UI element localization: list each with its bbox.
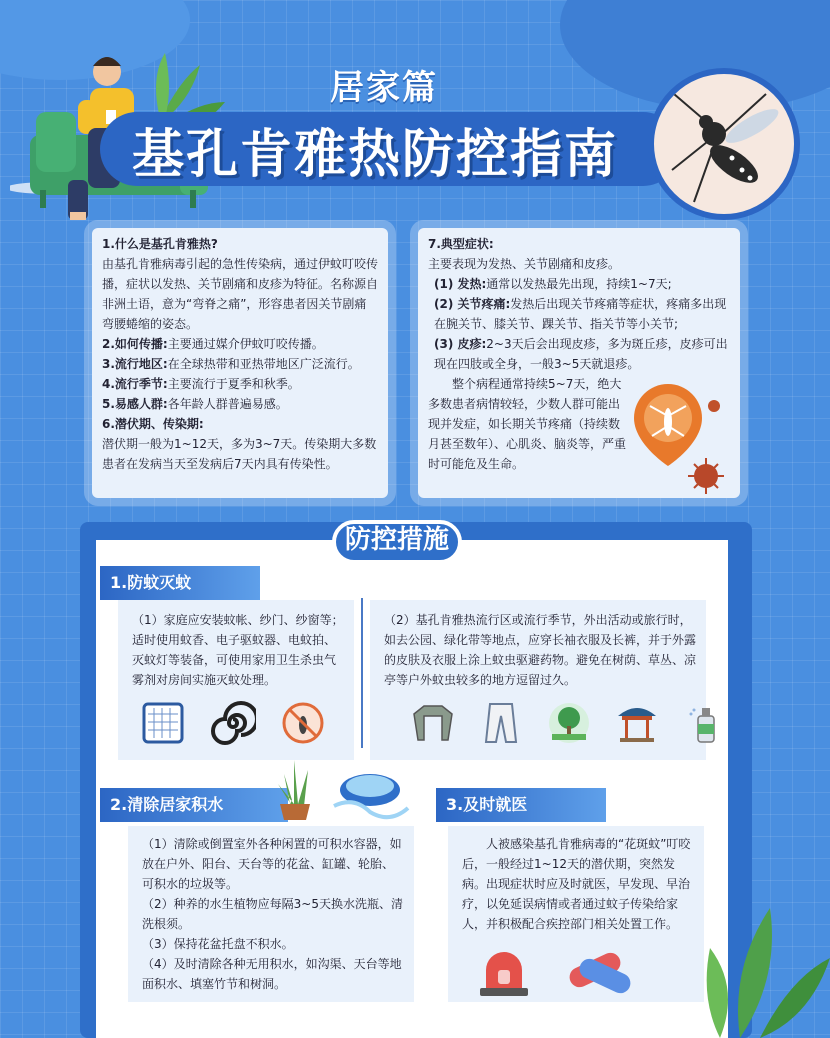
- question-6-heading: 6.潜伏期、传染期:: [102, 417, 204, 431]
- no-mosquito-icon: [280, 700, 326, 746]
- standing-water-item: （4）及时清除各种无用积水，如沟渠、天台等地面积水、填塞竹节和树洞。: [142, 957, 402, 991]
- symptom-joint-pain: (2) 关节疼痛:发热后出现关节疼痛等症状，疼痛多出现在腕关节、膝关节、踝关节、指关节等小关节;: [434, 297, 727, 331]
- symptoms-heading: 7.典型症状:: [428, 237, 494, 251]
- tree-icon: [546, 700, 592, 746]
- question-1-body: 由基孔肯雅病毒引起的急性传染病，通过伊蚊叮咬传播，症状以发热、关节剧痛和皮疹为特征。名称源自非洲土语，意为“弯脊之痛”，形容患者因关节剧痛弯腰蜷缩的姿态。: [102, 257, 379, 331]
- long-sleeve-shirt-icon: [410, 700, 456, 746]
- measures-title: 防控措施: [344, 525, 449, 555]
- page-title: 基孔肯雅热防控指南: [132, 125, 619, 185]
- symptom-rash: (3) 皮疹:2~3天后会出现皮疹，多为斑丘疹，皮疹可出现在四肢或全身，一般3~5天就退疹。: [434, 337, 728, 371]
- pills-icon: [566, 950, 633, 997]
- repellent-spray-icon: [682, 700, 728, 746]
- symptoms-outro: 整个病程通常持续5~7天，绝大多数患者病情较轻，少数人群可能出现并发症，如长期关节疼痛（持续数月甚至数年）、心肌炎、脑炎等，严重时可能危及生命。: [428, 377, 627, 471]
- mosquito-net-icon: [140, 700, 186, 746]
- mosquito-coil-icon: [210, 700, 256, 746]
- standing-water-item: （2）种养的水生植物应每隔3~5天换水洗瓶、清洗根须。: [142, 897, 403, 931]
- info-panel-left: [92, 228, 388, 498]
- standing-water-panel: [128, 826, 414, 1002]
- question-6-body: 潜伏期一般为1~12天，多为3~7天。传染期大多数患者在发病当天至发病后7天内具有传染性。: [102, 437, 377, 471]
- pavilion-icon: [614, 700, 660, 746]
- virus-alert-icon: [626, 376, 736, 496]
- mosquito-icon: [654, 74, 794, 214]
- info-item-region: 3.流行地区:在全球热带和亚热带地区广泛流行。: [102, 357, 360, 371]
- section-divider: [361, 598, 363, 748]
- info-item-susceptible: 5.易感人群:各年龄人群普遍易感。: [102, 397, 288, 411]
- mosquito-illustration: [648, 68, 800, 220]
- subtitle: 居家篇: [330, 68, 438, 108]
- plant-and-water-illustration: [264, 756, 414, 836]
- seek-medical-text: 人被感染基孔肯雅病毒的“花斑蚊”叮咬后，一般经过1~12天的潜伏期，突然发病。出现症状时应及时就医，早发现、早治疗，以免延误病情或者通过蚊子传染给家人，并积极配合疾控部门相关处置工作。: [462, 837, 691, 931]
- mosquito-control-home-text: （1）家庭应安装蚊帐、纱门、纱窗等；适时使用蚊香、电子驱蚊器、电蚊拍、灭蚊灯等装备，可使用家用卫生杀虫气雾剂对房间实施灭蚊处理。: [132, 613, 344, 687]
- section-tab-seek-medical: 3.及时就医: [436, 788, 606, 822]
- medical-icons: [472, 940, 652, 1000]
- home-tools-icons: [140, 700, 326, 746]
- long-pants-icon: [478, 700, 524, 746]
- info-panel-right: [418, 228, 740, 498]
- leaves-decoration: [680, 900, 830, 1038]
- section-tab-standing-water: 2.清除居家积水: [100, 788, 288, 822]
- mosquito-control-outdoor-text: （2）基孔肯雅热流行区或流行季节，外出活动或旅行时，如去公园、绿化带等地点，应穿长袖衣服及长裤，并于外露的皮肤及衣服上涂上蚊虫驱避药物。避免在树荫、草丛、凉亭等户外蚊虫较多的地方逗留过久。: [384, 613, 697, 687]
- outdoor-protection-icons: [410, 700, 728, 746]
- standing-water-item: （3）保持花盆托盘不积水。: [142, 937, 294, 951]
- info-item-transmission: 2.如何传播:主要通过媒介伊蚊叮咬传播。: [102, 337, 324, 351]
- question-1-heading: 1.什么是基孔肯雅热?: [102, 237, 218, 251]
- section-tab-mosquito-control: 1.防蚊灭蚊: [100, 566, 260, 600]
- symptoms-intro: 主要表现为发热、关节剧痛和皮疹。: [428, 257, 621, 271]
- siren-icon: [480, 952, 528, 996]
- info-item-season: 4.流行季节:主要流行于夏季和秋季。: [102, 377, 300, 391]
- standing-water-item: （1）清除或倒置室外各种闲置的可积水容器，如放在户外、阳台、天台等的花盆、缸罐、轮胎、可积水的垃圾等。: [142, 837, 402, 891]
- symptom-fever: (1) 发热:通常以发热最先出现，持续1~7天;: [434, 277, 672, 291]
